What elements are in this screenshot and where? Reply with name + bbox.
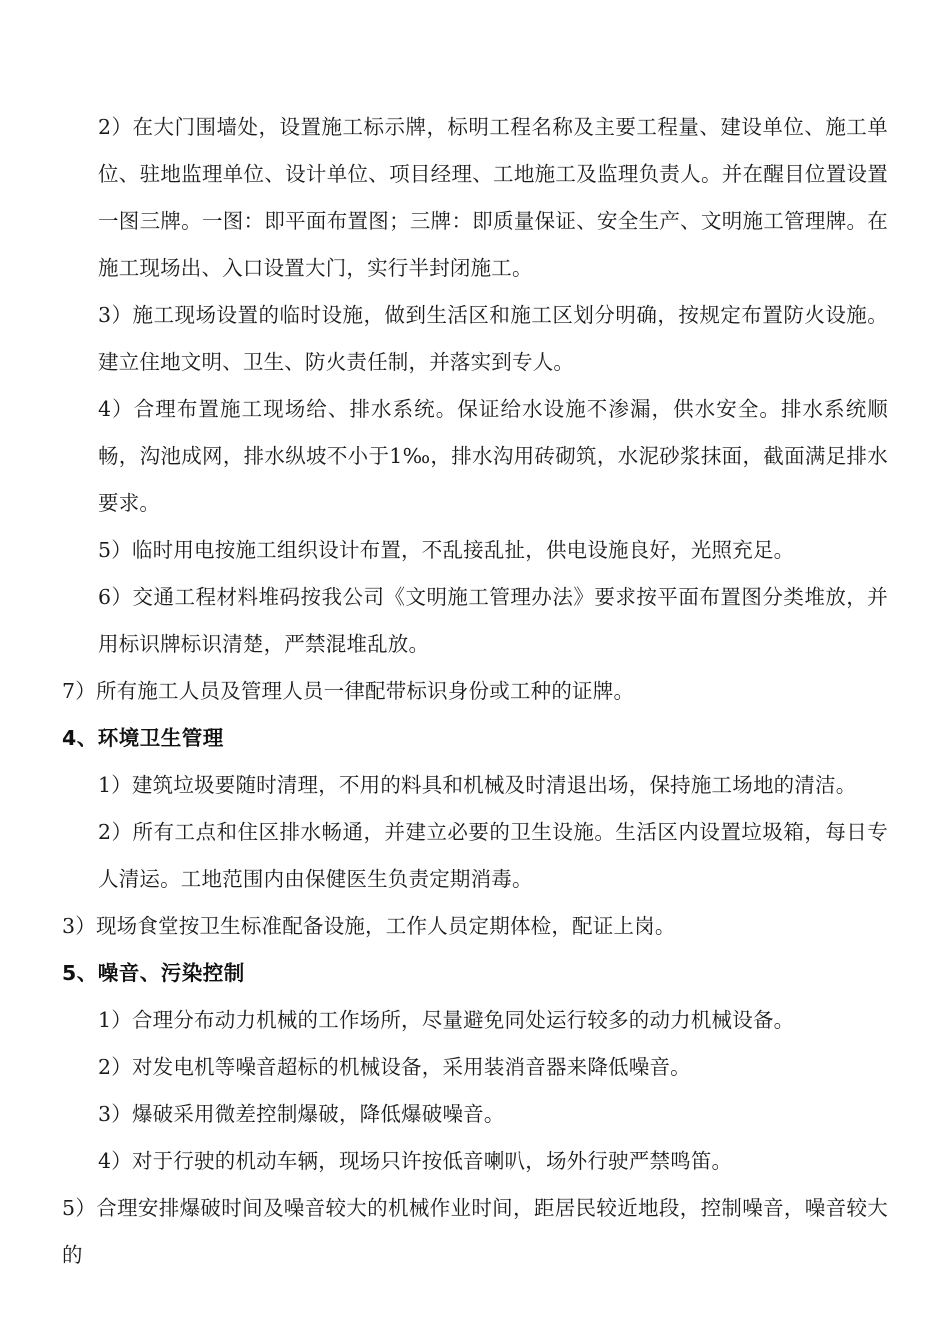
list-item-7: 7）所有施工人员及管理人员一律配带标识身份或工种的证牌。 [62, 679, 635, 703]
section4-list-item-3: 3）现场食堂按卫生标准配备设施，工作人员定期体检，配证上岗。 [62, 914, 676, 938]
section-heading-5: 5、噪音、污染控制 [62, 961, 245, 985]
list-item-3: 3）施工现场设置的临时设施，做到生活区和施工区划分明确，按规定布置防火设施。建立住地文明、卫生、防火责任制，并落实到专人。 [98, 303, 888, 374]
list-item-5: 5）临时用电按施工组织设计布置，不乱接乱扯，供电设施良好，光照充足。 [98, 538, 795, 562]
section5-list-item-4: 4）对于行驶的机动车辆，现场只许按低音喇叭，场外行驶严禁鸣笛。 [98, 1149, 733, 1173]
section5-list-item-1: 1）合理分布动力机械的工作场所，尽量避免同处运行较多的动力机械设备。 [98, 1008, 795, 1032]
section5-list-item-2: 2）对发电机等噪音超标的机械设备，采用装消音器来降低噪音。 [98, 1055, 691, 1079]
section4-list-item-1: 1）建筑垃圾要随时清理，不用的料具和机械及时清退出场，保持施工场地的清洁。 [98, 773, 857, 797]
list-item-2: 2）在大门围墙处，设置施工标示牌，标明工程名称及主要工程量、建设单位、施工单位、驻地监理单位、设计单位、项目经理、工地施工及监理负责人。并在醒目位置设置一图三牌。一图：即平面布置图；三牌：即质量保证、安全生产、文明施工管理牌。在施工现场出、入口设置大门，实行半封闭施工。 [98, 115, 888, 280]
section5-list-item-5: 5）合理安排爆破时间及噪音较大的机械作业时间，距居民较近地段，控制噪音，噪音较大的 [62, 1196, 888, 1267]
section-heading-4: 4、环境卫生管理 [62, 726, 224, 750]
list-item-4: 4）合理布置施工现场给、排水系统。保证给水设施不渗漏，供水安全。排水系统顺畅，沟池成网，排水纵坡不小于1‰，排水沟用砖砌筑，水泥砂浆抹面，截面满足排水要求。 [98, 397, 888, 515]
document-body [62, 104, 888, 1279]
list-item-6: 6）交通工程材料堆码按我公司《文明施工管理办法》要求按平面布置图分类堆放，并用标识牌标识清楚，严禁混堆乱放。 [98, 585, 888, 656]
section4-list-item-2: 2）所有工点和住区排水畅通，并建立必要的卫生设施。生活区内设置垃圾箱，每日专人清运。工地范围内由保健医生负责定期消毒。 [98, 820, 888, 891]
section5-list-item-3: 3）爆破采用微差控制爆破，降低爆破噪音。 [98, 1102, 505, 1126]
